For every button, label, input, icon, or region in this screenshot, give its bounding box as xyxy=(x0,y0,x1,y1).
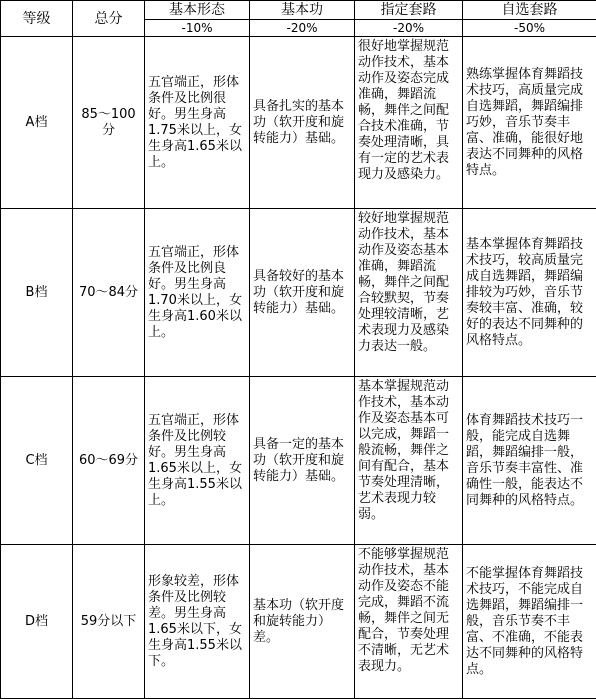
table-row xyxy=(1,37,596,209)
header-form: 基本形态 xyxy=(145,1,250,20)
grade-cell: D档 xyxy=(1,545,73,699)
grade-cell: B档 xyxy=(1,209,73,377)
header-free: 自选套路 xyxy=(463,1,596,20)
grade-cell: A档 xyxy=(1,37,73,209)
basic-cell: 具备扎实的基本功（软开度和旋转能力）基础。 xyxy=(250,37,355,209)
header-assigned: 指定套路 xyxy=(355,1,463,20)
header-basic: 基本功 xyxy=(250,1,355,20)
assigned-cell: 基本掌握规范动作技术，基本动作及姿态基本可以完成，舞蹈一般流畅，舞伴之间有配合，基本节奏处理清晰，艺术表现力较弱。 xyxy=(355,377,463,545)
table-row xyxy=(1,377,596,545)
grade-cell: C档 xyxy=(1,377,73,545)
free-cell: 体育舞蹈技术技巧一般，能完成自选舞蹈，舞蹈编排一般，音乐节奏丰富性、准确性一般，能表达不同舞种的风格特点。 xyxy=(463,377,596,545)
weight-free: -50% xyxy=(463,20,596,37)
assigned-cell: 很好地掌握规范动作技术，基本动作及姿态完成准确，舞蹈流畅，舞伴之间配合技术准确，节奏处理清晰，具有一定的艺术表现力及感染力。 xyxy=(355,37,463,209)
assigned-cell: 不能够掌握规范动作技术，基本动作及姿态不能完成，舞蹈不流畅，舞伴之间无配合，节奏处理不清晰，无艺术表现力。 xyxy=(355,545,463,699)
form-cell: 五官端正，形体条件及比例良好。男生身高1.70米以上，女生身高1.60米以上。 xyxy=(145,209,250,377)
header-total: 总分 xyxy=(73,1,145,37)
basic-cell: 具备较好的基本功（软开度和旋转能力）基础。 xyxy=(250,209,355,377)
total-cell: 60～69分 xyxy=(73,377,145,545)
free-cell: 不能掌握体育舞蹈技术技巧，不能完成自选舞蹈，舞蹈编排一般，音乐节奏不丰富、不准确，不能表达不同舞种的风格特点。 xyxy=(463,545,596,699)
weight-basic: -20% xyxy=(250,20,355,37)
total-cell: 85～100分 xyxy=(73,37,145,209)
form-cell: 五官端正，形体条件及比例较好。男生身高1.65米以上，女生身高1.55米以上。 xyxy=(145,377,250,545)
free-cell: 基本掌握体育舞蹈技术技巧，较高质量完成自选舞蹈，舞蹈编排较为巧妙，音乐节奏较丰富、准确，较好的表达不同舞种的风格特点。 xyxy=(463,209,596,377)
table-row xyxy=(1,545,596,699)
header-row xyxy=(1,1,596,20)
form-cell: 五官端正，形体条件及比例很好。男生身高1.75米以上，女生身高1.65米以上。 xyxy=(145,37,250,209)
assigned-cell: 较好地掌握规范动作技术，基本动作及姿态基本准确，舞蹈流畅，舞伴之间配合较默契，节奏处理较清晰，艺术表现力及感染力表达一般。 xyxy=(355,209,463,377)
basic-cell: 基本功（软开度和旋转能力）差。 xyxy=(250,545,355,699)
table-row xyxy=(1,209,596,377)
total-cell: 59分以下 xyxy=(73,545,145,699)
weight-form: -10% xyxy=(145,20,250,37)
weight-assigned: -20% xyxy=(355,20,463,37)
free-cell: 熟练掌握体育舞蹈技术技巧，高质量完成自选舞蹈，舞蹈编排巧妙，音乐节奏丰富、准确，能很好地表达不同舞种的风格特点。 xyxy=(463,37,596,209)
total-cell: 70～84分 xyxy=(73,209,145,377)
header-grade: 等级 xyxy=(1,1,73,37)
basic-cell: 具备一定的基本功（软开度和旋转能力）基础。 xyxy=(250,377,355,545)
form-cell: 形象较差，形体条件及比例较差。男生身高1.65米以下，女生身高1.55米以下。 xyxy=(145,545,250,699)
